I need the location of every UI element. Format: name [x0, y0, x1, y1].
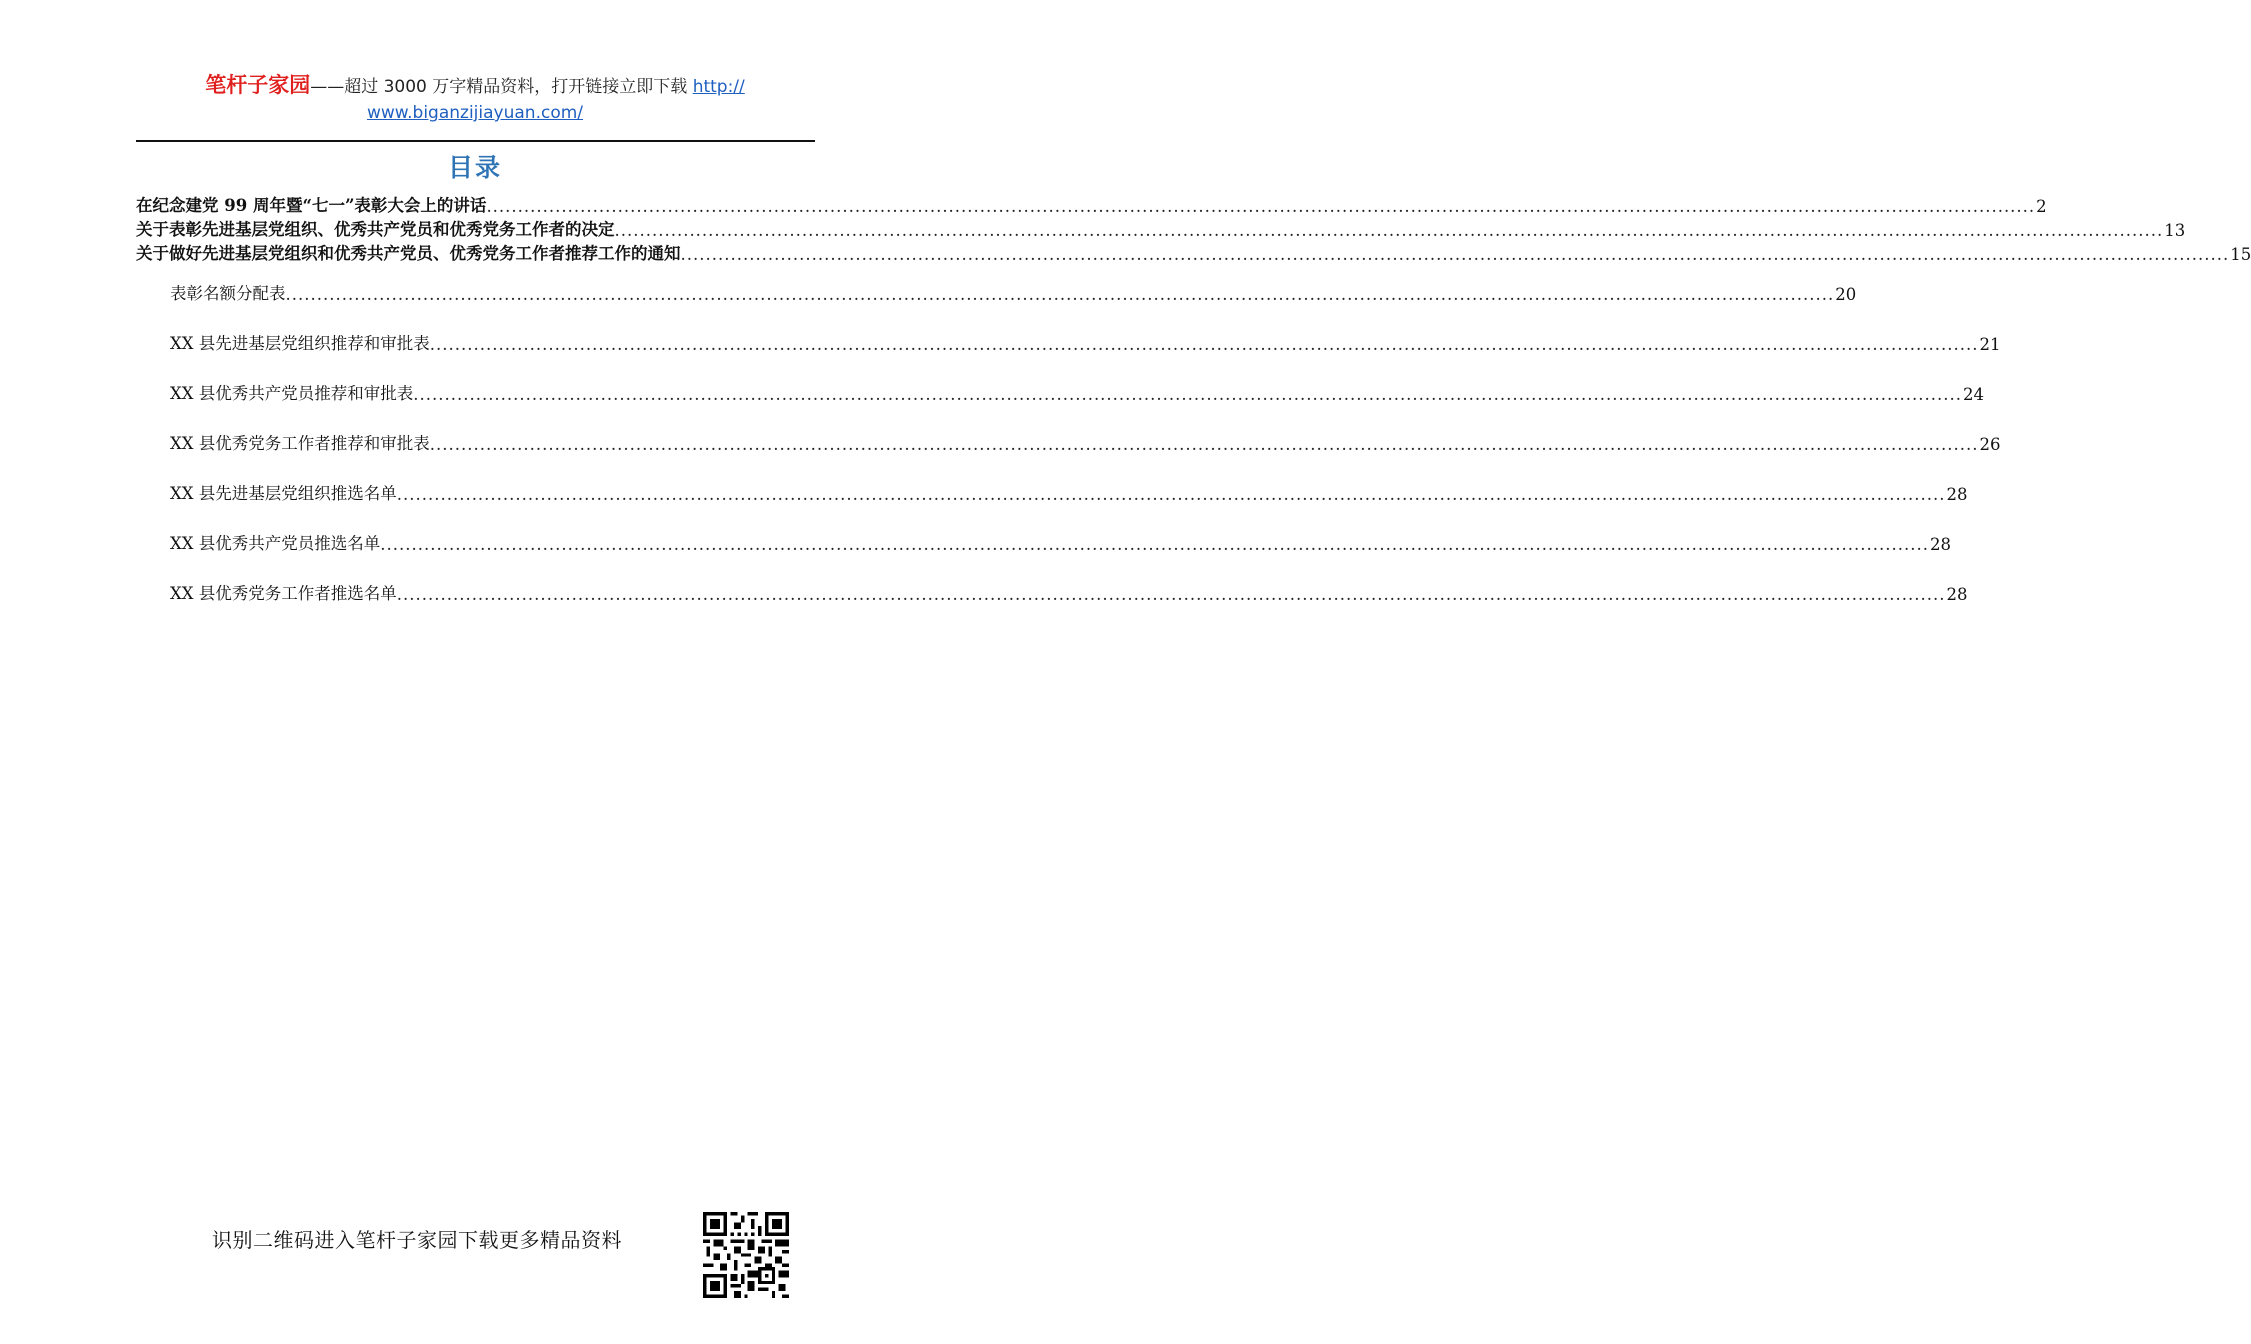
toc-entry[interactable] — [136, 378, 1984, 404]
toc-entry-page: 2 — [2036, 197, 2047, 216]
website-link-part2[interactable]: www.biganzijiayuan.com/ — [366, 103, 584, 123]
toc-entry-page: 28 — [1929, 535, 1951, 554]
toc-entry[interactable] — [136, 216, 2186, 240]
footer-caption: 识别二维码进入笔杆子家园下载更多精品资料 — [212, 1228, 622, 1252]
toc-leader-dots — [430, 335, 1979, 354]
header-slogan: ——超过 3000 万字精品资料，打开链接立即下载 — [310, 77, 693, 97]
toc-leader-dots — [286, 285, 1835, 304]
toc-entry-text: 表彰名额分配表 — [170, 284, 286, 303]
toc-entry-page: 20 — [1835, 285, 1857, 304]
toc-entry-text: XX 县先进基层党组织推选名单 — [170, 484, 397, 503]
toc-entry[interactable] — [136, 328, 2001, 354]
toc-entry-text: 关于做好先进基层党组织和优秀共产党员、优秀党务工作者推荐工作的通知 — [136, 244, 681, 263]
toc-entry-text: XX 县优秀共产党员推选名单 — [170, 534, 381, 553]
toc-leader-dots — [413, 385, 1962, 404]
toc-entry-text: XX 县优秀党务工作者推选名单 — [170, 584, 397, 603]
toc-leader-dots — [681, 245, 2230, 264]
toc-entry[interactable] — [136, 578, 1968, 604]
toc-leader-dots — [397, 585, 1946, 604]
toc-entry-page: 28 — [1946, 485, 1968, 504]
toc-leader-dots — [430, 435, 1979, 454]
toc-entry-page: 21 — [1979, 335, 2001, 354]
toc-entry-text: 关于表彰先进基层党组织、优秀共产党员和优秀党务工作者的决定 — [136, 220, 615, 239]
toc-entry-page: 15 — [2230, 245, 2251, 264]
brand-name: 笔杆子家园 — [205, 73, 311, 97]
toc-entry[interactable] — [136, 240, 2251, 264]
toc-leader-dots — [615, 221, 2164, 240]
toc-leader-dots — [380, 535, 1929, 554]
toc-entry[interactable] — [136, 428, 2001, 454]
toc-entry-text: XX 县先进基层党组织推荐和审批表 — [170, 334, 430, 353]
toc-entry-page: 24 — [1962, 385, 1984, 404]
header-line-2 — [0, 100, 950, 126]
toc-entry[interactable] — [136, 478, 1968, 504]
toc-leader-dots — [397, 485, 1946, 504]
page-header — [0, 72, 950, 126]
toc-entry[interactable] — [136, 192, 2047, 216]
toc-entry-text: XX 县优秀党务工作者推荐和审批表 — [170, 434, 430, 453]
table-of-contents — [136, 192, 2251, 604]
toc-title: 目录 — [447, 153, 502, 182]
toc-leader-dots — [486, 197, 2035, 216]
header-divider — [136, 140, 815, 142]
toc-entry[interactable] — [136, 528, 1951, 554]
toc-entry-page: 13 — [2164, 221, 2186, 240]
toc-entry[interactable] — [136, 278, 1857, 304]
toc-entry-page: 26 — [1979, 435, 2001, 454]
toc-entry-text: 在纪念建党 99 周年暨“七一”表彰大会上的讲话 — [136, 196, 487, 215]
toc-entry-page: 28 — [1946, 585, 1968, 604]
qr-code-icon[interactable] — [703, 1212, 789, 1298]
toc-entry-text: XX 县优秀共产党员推荐和审批表 — [170, 384, 414, 403]
website-link-part1[interactable]: http:// — [692, 77, 745, 97]
header-line-1 — [0, 72, 950, 100]
